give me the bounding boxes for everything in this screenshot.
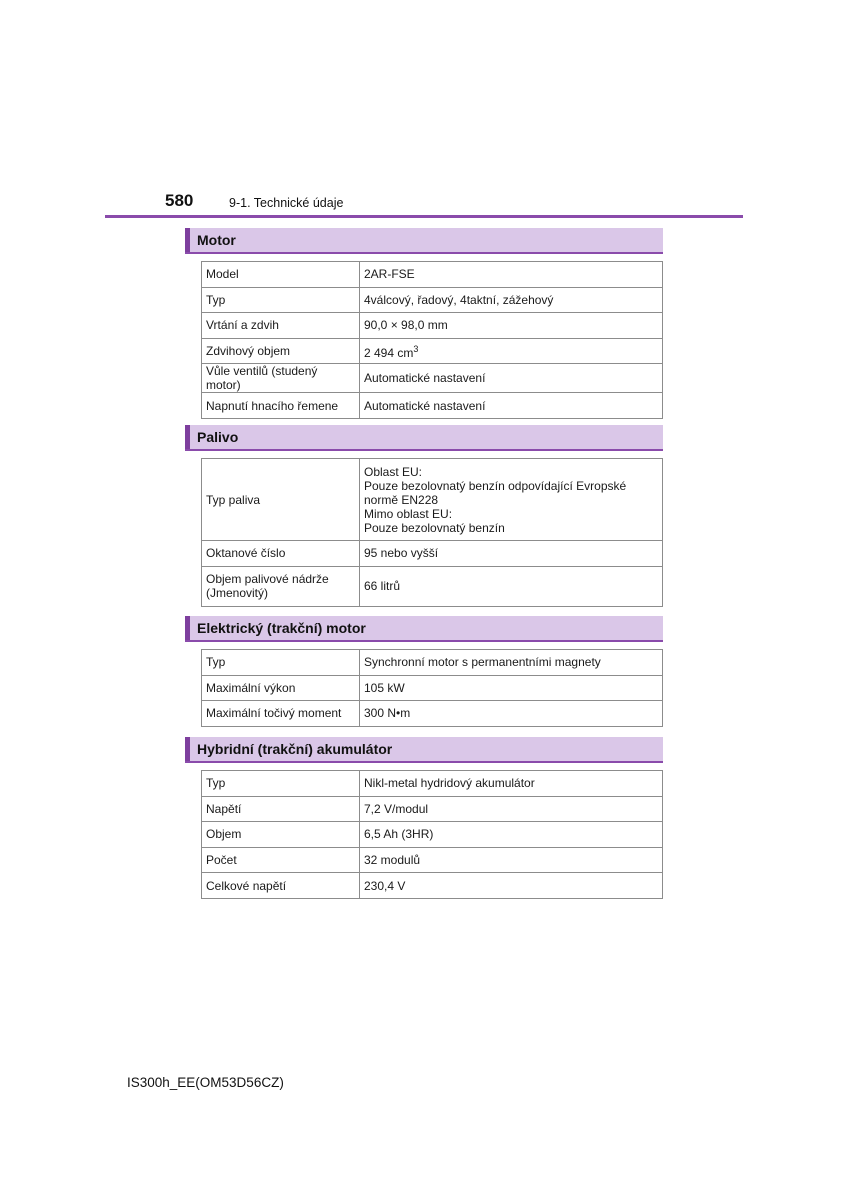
row-label: Objem palivové nádrže (Jmenovitý)	[202, 566, 360, 606]
section-heading-bar	[185, 737, 663, 763]
row-label: Vůle ventilů (studený motor)	[202, 364, 360, 393]
table-row	[202, 650, 663, 676]
section-palivo	[185, 425, 663, 601]
section-hybrid-battery	[185, 737, 663, 893]
section-heading-bar	[185, 228, 663, 254]
page-header	[0, 0, 848, 220]
section-motor	[185, 228, 663, 413]
row-value: 6,5 Ah (3HR)	[360, 822, 663, 848]
table-row	[202, 262, 663, 288]
table-row	[202, 847, 663, 873]
spec-table	[201, 261, 663, 419]
row-label: Maximální točivý moment	[202, 701, 360, 727]
section-heading-bar	[185, 616, 663, 642]
table-row	[202, 287, 663, 313]
table-row	[202, 796, 663, 822]
row-value: 105 kW	[360, 675, 663, 701]
row-label: Oktanové číslo	[202, 541, 360, 567]
table-row	[202, 393, 663, 419]
row-value: 66 litrů	[360, 566, 663, 606]
table-row	[202, 338, 663, 364]
row-value: Synchronní motor s permanentními magnety	[360, 650, 663, 676]
table-row	[202, 822, 663, 848]
section-reference: 9-1. Technické údaje	[229, 196, 344, 210]
spec-table	[201, 458, 663, 607]
row-label: Typ	[202, 287, 360, 313]
row-value: Automatické nastavení	[360, 364, 663, 393]
section-heading-bar	[185, 425, 663, 451]
section-title: Hybridní (trakční) akumulátor	[197, 741, 393, 757]
row-label: Typ	[202, 650, 360, 676]
table-row	[202, 771, 663, 797]
row-label: Model	[202, 262, 360, 288]
unit-superscript: 3	[413, 344, 419, 355]
spec-table	[201, 649, 663, 727]
row-value: 95 nebo vyšší	[360, 541, 663, 567]
table-row	[202, 873, 663, 899]
table-row	[202, 459, 663, 541]
section-title: Palivo	[197, 429, 239, 445]
row-value: 32 modulů	[360, 847, 663, 873]
table-row	[202, 675, 663, 701]
table-row	[202, 541, 663, 567]
spec-table	[201, 770, 663, 899]
row-label: Objem	[202, 822, 360, 848]
row-label: Počet	[202, 847, 360, 873]
row-value: 7,2 V/modul	[360, 796, 663, 822]
row-value: 230,4 V	[360, 873, 663, 899]
row-label: Napětí	[202, 796, 360, 822]
row-value: 2 494 cm	[364, 346, 414, 361]
row-value: Oblast EU: Pouze bezolovnatý benzín odpovídající Evropské normě EN228 Mimo oblast EU: Pouze bezolovnatý benzín	[360, 459, 663, 541]
row-label: Napnutí hnacího řemene	[202, 393, 360, 419]
row-value-cell	[360, 338, 663, 364]
section-electric-motor	[185, 616, 663, 721]
table-row	[202, 364, 663, 393]
row-value: 4válcový, řadový, 4taktní, zážehový	[360, 287, 663, 313]
table-row	[202, 313, 663, 339]
section-title: Motor	[197, 232, 236, 248]
row-value: 2AR-FSE	[360, 262, 663, 288]
header-divider	[105, 215, 743, 218]
row-value: 300 N•m	[360, 701, 663, 727]
row-label: Typ	[202, 771, 360, 797]
page-number: 580	[165, 191, 194, 210]
row-label: Celkové napětí	[202, 873, 360, 899]
table-row	[202, 566, 663, 606]
row-value: Nikl-metal hydridový akumulátor	[360, 771, 663, 797]
row-label: Typ paliva	[202, 459, 360, 541]
row-label: Vrtání a zdvih	[202, 313, 360, 339]
document-code: IS300h_EE(OM53D56CZ)	[127, 1075, 284, 1090]
row-label: Maximální výkon	[202, 675, 360, 701]
section-title: Elektrický (trakční) motor	[197, 620, 366, 636]
row-value: Automatické nastavení	[360, 393, 663, 419]
row-label: Zdvihový objem	[202, 338, 360, 364]
row-value: 90,0 × 98,0 mm	[360, 313, 663, 339]
table-row	[202, 701, 663, 727]
